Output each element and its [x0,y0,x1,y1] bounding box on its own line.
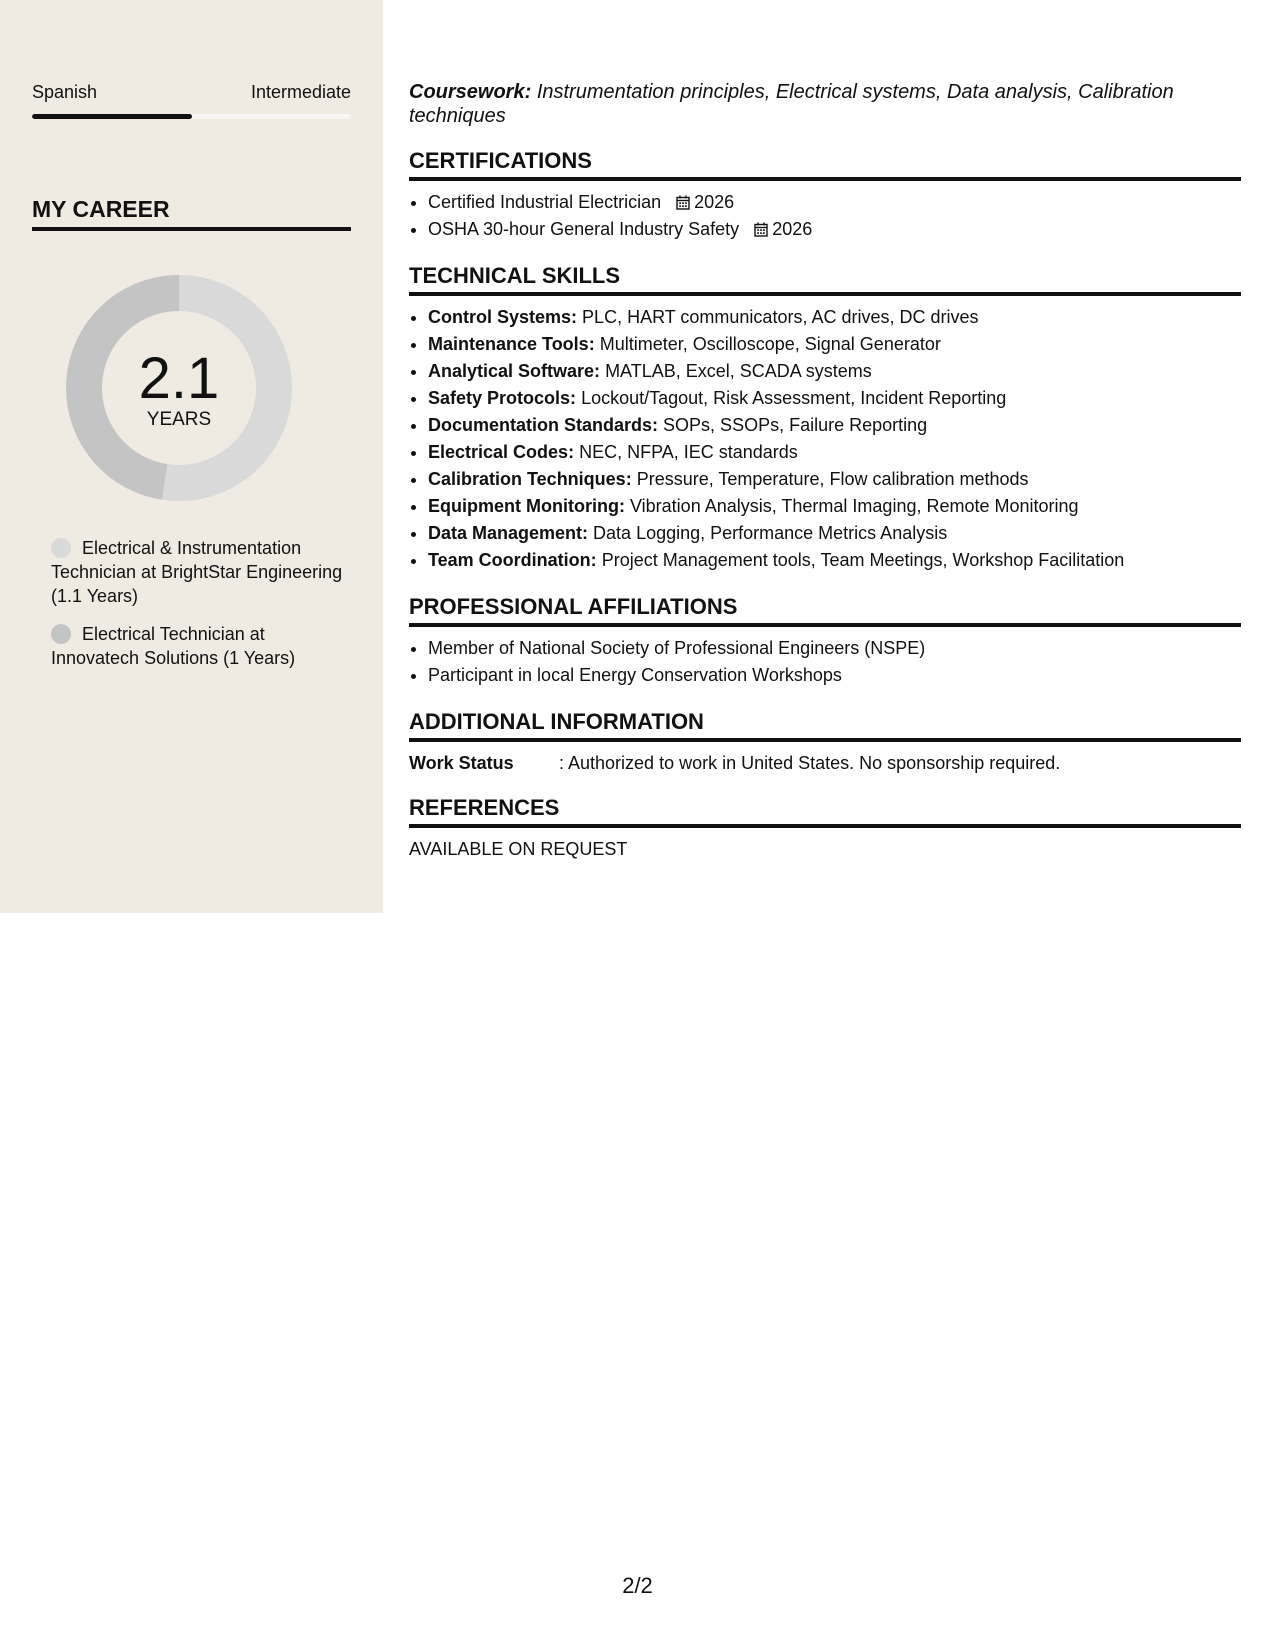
skill-item [428,412,1241,439]
sidebar [0,0,383,913]
skill-name: Control Systems: [428,307,578,327]
skill-name: Analytical Software: [428,361,601,381]
skill-value: MATLAB, Excel, SCADA systems [605,361,872,381]
career-item-text: Electrical Technician at Innovatech Solutions (1 Years) [51,624,296,668]
references-text: AVAILABLE ON REQUEST [409,839,628,859]
language-proficiency-fill [32,114,192,119]
career-total-unit: YEARS [146,409,212,430]
technical-skills-title: TECHNICAL SKILLS [409,263,1241,296]
skill-item [428,331,1241,358]
certification-name: Certified Industrial Electrician [428,192,662,212]
language-row [32,82,351,103]
calendar-icon [754,222,768,237]
affiliation-item: • Member of National Society of Professional Engineers (NSPE) [428,635,1241,662]
skill-value: NEC, NFPA, IEC standards [579,442,798,462]
additional-info-title: ADDITIONAL INFORMATION [409,709,1241,742]
language-name: Spanish [32,82,98,102]
coursework-label: Coursework: [409,81,532,103]
skill-item [428,466,1241,493]
skill-item [428,439,1241,466]
skill-item [428,358,1241,385]
career-list [51,536,351,684]
page-number: 2/2 [622,1573,653,1598]
skill-value: Lockout/Tagout, Risk Assessment, Incident Reporting [581,388,1007,408]
skill-value: Project Management tools, Team Meetings, Workshop Facilitation [601,550,1125,570]
career-item-text: Electrical & Instrumentation Technician at BrightStar Engineering (1.1 Years) [51,538,343,606]
certification-item [428,216,1241,243]
coursework-text: Instrumentation principles, Electrical systems, Data analysis, Calibration techniques [409,81,1174,127]
main-content [409,80,1241,863]
references-title: REFERENCES [409,795,1241,828]
skill-item [428,493,1241,520]
skill-name: Maintenance Tools: [428,334,595,354]
career-item [51,622,351,670]
language-proficiency-bar [32,114,351,119]
certifications-list [409,189,1241,243]
skill-value: Pressure, Temperature, Flow calibration methods [636,469,1029,489]
skill-item [428,520,1241,547]
work-status-row [409,750,1241,777]
certification-name: OSHA 30-hour General Industry Safety [428,219,740,239]
skill-value: Multimeter, Oscilloscope, Signal Generator [599,334,941,354]
language-level: Intermediate [250,82,351,102]
skill-value: Vibration Analysis, Thermal Imaging, Remote Monitoring [629,496,1079,516]
calendar-icon [676,195,690,210]
skill-name: Calibration Techniques: [428,469,632,489]
skill-item [428,304,1241,331]
career-heading: MY CAREER [32,196,351,231]
certification-year: 2026 [772,219,813,239]
skill-name: Team Coordination: [428,550,597,570]
work-status-label: Work Status [409,753,514,773]
certification-year: 2026 [694,192,735,212]
career-legend-dot [51,538,71,558]
skill-name: Documentation Standards: [428,415,659,435]
skill-value: Data Logging, Performance Metrics Analysis [593,523,948,543]
career-total-value: 2.1 [138,346,220,411]
career-legend-dot [51,624,71,644]
skill-name: Equipment Monitoring: [428,496,625,516]
certification-item [428,189,1241,216]
skill-name: Data Management: [428,523,589,543]
skill-value: PLC, HART communicators, AC drives, DC drives [582,307,979,327]
skill-item [428,385,1241,412]
technical-skills-list [409,304,1241,574]
skill-name: Electrical Codes: [428,442,575,462]
career-item [51,536,351,608]
skill-name: Safety Protocols: [428,388,577,408]
work-status-value: : Authorized to work in United States. No sponsorship required. [559,753,1061,773]
affiliations-title: PROFESSIONAL AFFILIATIONS [409,594,1241,627]
affiliations-list [409,635,1241,689]
certifications-title: CERTIFICATIONS [409,148,1241,181]
skill-value: SOPs, SSOPs, Failure Reporting [663,415,928,435]
skill-item [428,547,1241,574]
affiliation-item: • Participant in local Energy Conservation Workshops [428,662,1241,689]
coursework [409,80,1241,128]
